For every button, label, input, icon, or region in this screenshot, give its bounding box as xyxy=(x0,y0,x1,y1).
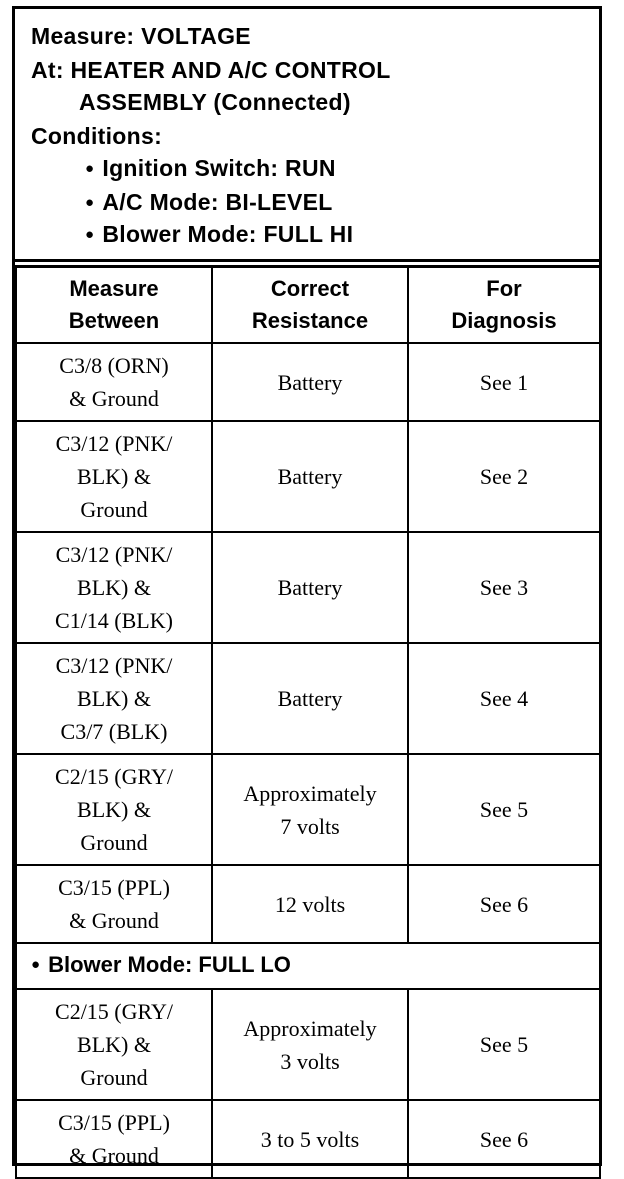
table-row xyxy=(16,989,600,1100)
measure-between-cell: C3/12 (PNK/ BLK) & Ground xyxy=(16,421,212,532)
diagnosis-cell: See 6 xyxy=(408,1100,600,1178)
measure-between-cell: C3/15 (PPL) & Ground xyxy=(16,1100,212,1178)
measure-between-cell: C3/8 (ORN) & Ground xyxy=(16,343,212,421)
correct-value-cell: 3 to 5 volts xyxy=(212,1100,408,1178)
diagnosis-cell: See 5 xyxy=(408,754,600,865)
correct-value-cell: Battery xyxy=(212,421,408,532)
column-header-measure-between: Measure Between xyxy=(16,267,212,344)
condition-item: ● A/C Mode: BI-LEVEL xyxy=(85,189,333,216)
table-row xyxy=(16,532,600,643)
diagnosis-cell: See 6 xyxy=(408,865,600,943)
measure-label: Measure: VOLTAGE xyxy=(31,23,251,49)
column-header-for-diagnosis: For Diagnosis xyxy=(408,267,600,344)
subheader-row xyxy=(16,943,600,989)
table-row xyxy=(16,643,600,754)
correct-value-cell: 12 volts xyxy=(212,865,408,943)
table-row xyxy=(16,865,600,943)
measure-between-cell: C2/15 (GRY/ BLK) & Ground xyxy=(16,754,212,865)
condition-item: ● Ignition Switch: RUN xyxy=(85,155,336,182)
blower-mode-subheader: ● Blower Mode: FULL LO xyxy=(16,943,600,989)
voltage-test-chart xyxy=(12,6,602,1166)
table-row xyxy=(16,343,600,421)
condition-item: ● Blower Mode: FULL HI xyxy=(85,221,353,248)
measure-between-cell: C3/15 (PPL) & Ground xyxy=(16,865,212,943)
measure-between-cell: C3/12 (PNK/ BLK) & C1/14 (BLK) xyxy=(16,532,212,643)
diagnosis-cell: See 4 xyxy=(408,643,600,754)
measurement-table xyxy=(15,265,601,1179)
conditions-label: Conditions: xyxy=(31,123,163,149)
correct-value-cell: Battery xyxy=(212,532,408,643)
location-label-cont: ASSEMBLY (Connected) xyxy=(79,89,351,115)
diagnosis-cell: See 3 xyxy=(408,532,600,643)
measure-between-cell: C2/15 (GRY/ BLK) & Ground xyxy=(16,989,212,1100)
column-header-correct-resistance: Correct Resistance xyxy=(212,267,408,344)
correct-value-cell: Battery xyxy=(212,643,408,754)
location-label: At: HEATER AND A/C CONTROL xyxy=(31,57,391,83)
correct-value-cell: Approximately 7 volts xyxy=(212,754,408,865)
table-row xyxy=(16,754,600,865)
measure-between-cell: C3/12 (PNK/ BLK) & C3/7 (BLK) xyxy=(16,643,212,754)
correct-value-cell: Battery xyxy=(212,343,408,421)
table-row xyxy=(16,1100,600,1178)
table-header-row xyxy=(16,267,600,344)
test-header xyxy=(15,9,599,262)
diagnosis-cell: See 2 xyxy=(408,421,600,532)
diagnosis-cell: See 5 xyxy=(408,989,600,1100)
correct-value-cell: Approximately 3 volts xyxy=(212,989,408,1100)
diagnosis-cell: See 1 xyxy=(408,343,600,421)
table-row xyxy=(16,421,600,532)
